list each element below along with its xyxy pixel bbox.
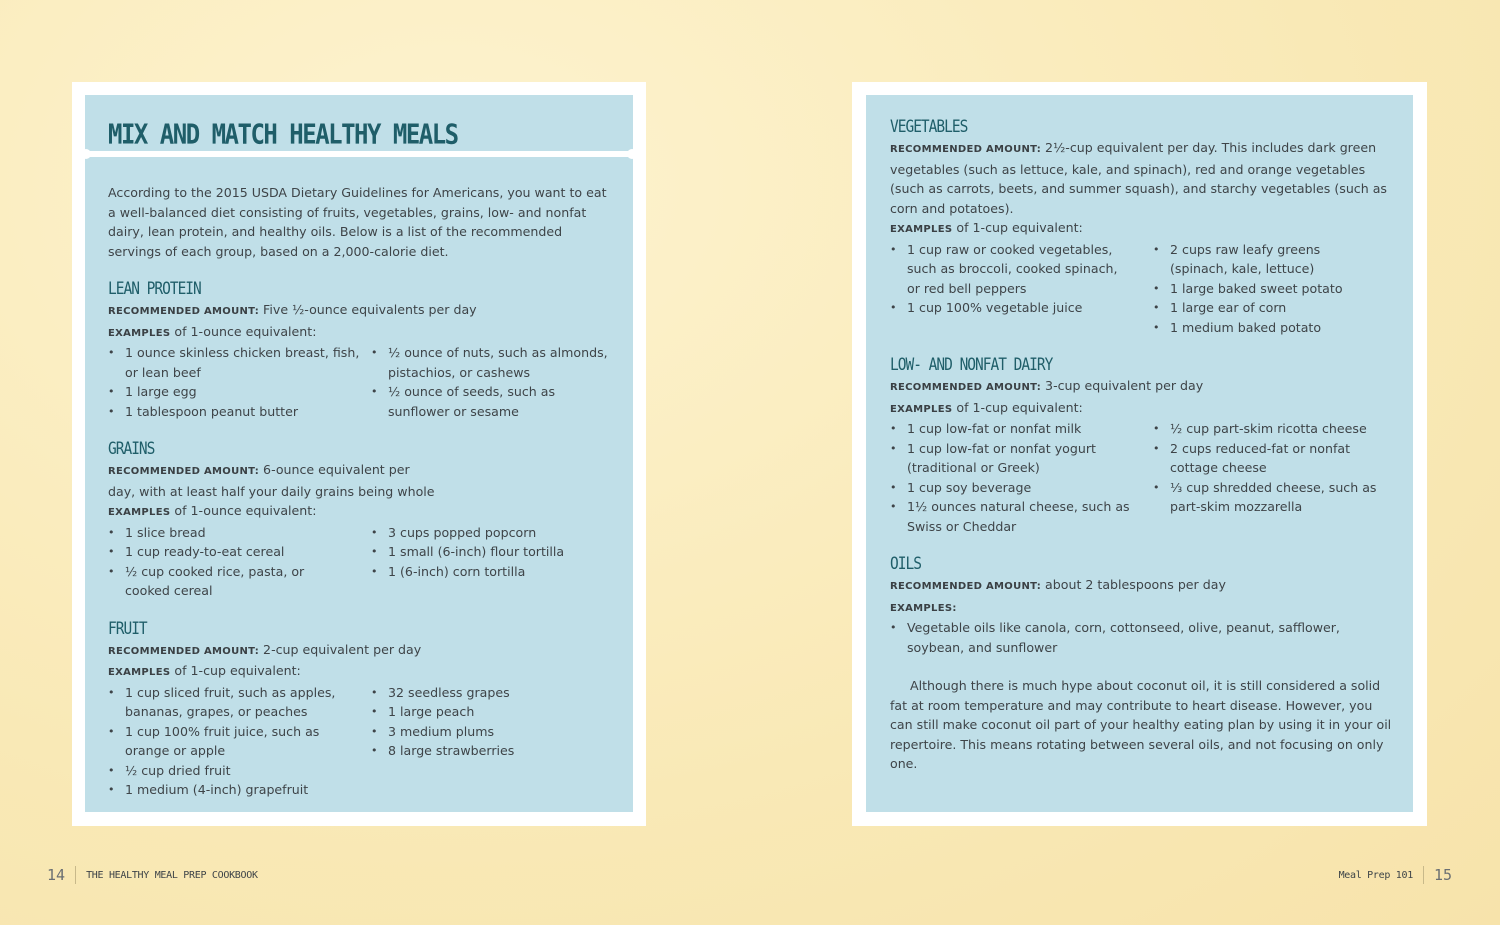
list-item: • 1 small (6-inch) flour tortilla (371, 542, 613, 562)
section-title: FRUIT (108, 619, 147, 639)
examples-line: EXAMPLES of 1-cup equivalent: (890, 220, 1083, 235)
list-item: • 1 large baked sweet potato (1153, 279, 1395, 299)
recommended-amount: RECOMMENDED AMOUNT: Five ½-ounce equivalents per day (108, 302, 477, 317)
list-item: • ½ ounce of seeds, such as sunflower or sesame (371, 382, 613, 421)
page-number: 14 (47, 866, 66, 884)
examples-line: EXAMPLES: (890, 602, 957, 614)
examples-list (890, 240, 1153, 338)
recommended-amount: RECOMMENDED AMOUNT: 6-ounce equivalent per day, with at least half your daily grains being whole (108, 462, 435, 499)
list-item: • 1 (6-inch) corn tortilla (371, 562, 613, 582)
examples-list (1153, 419, 1395, 536)
section-title: OILS (890, 555, 921, 574)
list-item: • 1 medium (4-inch) grapefruit (108, 780, 371, 800)
list-item: • 1 tablespoon peanut butter (108, 402, 371, 422)
list-item: • 1 cup low-fat or nonfat milk (890, 419, 1153, 439)
section-grains (108, 438, 613, 601)
list-item: • 1 large peach (371, 702, 613, 722)
footer-divider (75, 866, 76, 884)
examples-line: EXAMPLES of 1-cup equivalent: (890, 399, 1083, 415)
examples-list (1153, 240, 1395, 338)
chapter-title: Meal Prep 101 (1338, 869, 1413, 881)
list-item: • 3 medium plums (371, 722, 613, 742)
list-item: • ½ cup part-skim ricotta cheese (1153, 419, 1395, 439)
examples-list (890, 419, 1153, 536)
list-item: • 1 large egg (108, 382, 371, 402)
list-item: • 1 medium baked potato (1153, 318, 1395, 338)
left-page-content (108, 113, 613, 800)
footer-left (47, 866, 258, 884)
list-item: • 1 large ear of corn (1153, 298, 1395, 318)
coconut-oil-note: Although there is much hype about coconut oil, it is still considered a solid fat at room temperature and may contribute to heart disease. However, you can still make coconut oil part of your healthy eating plan by using it in your oil repertoire. This means rotating between several oils, and not focusing on only one. (890, 678, 1392, 771)
list-item: • 1 cup low-fat or nonfat yogurt (traditional or Greek) (890, 439, 1107, 478)
section-title: GRAINS (108, 440, 155, 459)
intro-paragraph: According to the 2015 USDA Dietary Guidelines for Americans, you want to eat a well-balanced diet consisting of fruits, vegetables, grains, low- and nonfat dairy, lean protein, and healthy oils. Below is a list of the recommended servings of each group, based on a 2,000-calorie diet. (108, 185, 607, 259)
recommended-amount: RECOMMENDED AMOUNT: 3-cup equivalent per day (890, 378, 1204, 393)
list-item: • 3 cups popped popcorn (371, 523, 613, 543)
list-item: • ⅓ cup shredded cheese, such as part-skim mozzarella (1153, 478, 1380, 517)
list-item: • 32 seedless grapes (371, 683, 613, 703)
list-item: • Vegetable oils like canola, corn, cottonseed, olive, peanut, safflower, soybean, and sunflower (890, 618, 1395, 657)
list-item: • 1 slice bread (108, 523, 371, 543)
list-item: • 1 cup soy beverage (890, 478, 1153, 498)
examples-list (890, 618, 1395, 657)
list-item: • 1 cup raw or cooked vegetables, such as broccoli, cooked spinach, or red bell peppers (890, 240, 1132, 299)
list-item: • 2 cups raw leafy greens (spinach, kale, lettuce) (1153, 240, 1380, 279)
footer-right (1339, 866, 1452, 884)
section-dairy (890, 354, 1395, 536)
examples-line: EXAMPLES of 1-ounce equivalent: (108, 503, 317, 518)
section-title: LOW- AND NONFAT DAIRY (890, 356, 1053, 375)
examples-list (108, 343, 371, 421)
examples-list (108, 523, 371, 601)
section-title: VEGETABLES (890, 118, 968, 137)
examples-line: EXAMPLES of 1-cup equivalent: (108, 663, 301, 678)
examples-list (108, 683, 371, 800)
list-item: • 1½ ounces natural cheese, such as Swiss or Cheddar (890, 497, 1132, 536)
footer-divider (1423, 866, 1424, 884)
list-item: • ½ cup cooked rice, pasta, or cooked cereal (108, 562, 315, 601)
examples-list (371, 523, 613, 601)
list-item: • 8 large strawberries (371, 741, 613, 761)
list-item: • ½ cup dried fruit (108, 761, 371, 781)
examples-list (371, 683, 613, 800)
list-item: • 2 cups reduced-fat or nonfat cottage cheese (1153, 439, 1365, 478)
examples-list (371, 343, 613, 421)
recommended-amount: RECOMMENDED AMOUNT: about 2 tablespoons per day (890, 577, 1226, 592)
list-item: • ½ ounce of nuts, such as almonds, pistachios, or cashews (371, 343, 613, 382)
section-lean-protein (108, 278, 613, 421)
list-item: • 1 ounce skinless chicken breast, fish, or lean beef (108, 343, 371, 382)
list-item: • 1 cup 100% fruit juice, such as orange or apple (108, 722, 325, 761)
section-vegetables (890, 116, 1395, 337)
recommended-amount: RECOMMENDED AMOUNT: 2½-cup equivalent per day. This includes dark green vegetables (such as lettuce, kale, and spinach), red and orange vegetables (such as carrots, beets, and summer squash), and starchy vegetables (such as corn and potatoes). (890, 140, 1387, 216)
page-number: 15 (1433, 866, 1452, 884)
page-title: MIX AND MATCH HEALTHY MEALS (108, 118, 458, 151)
list-item: • 1 cup 100% vegetable juice (890, 298, 1153, 318)
book-title: THE HEALTHY MEAL PREP COOKBOOK (86, 869, 258, 881)
examples-line: EXAMPLES of 1-ounce equivalent: (108, 323, 317, 339)
section-title: LEAN PROTEIN (108, 280, 201, 299)
section-oils (890, 553, 1395, 774)
list-item: • 1 cup ready-to-eat cereal (108, 542, 371, 562)
list-item: • 1 cup sliced fruit, such as apples, bananas, grapes, or peaches (108, 683, 340, 722)
section-fruit (108, 618, 613, 800)
right-page-content (890, 114, 1395, 774)
recommended-amount: RECOMMENDED AMOUNT: 2-cup equivalent per day (108, 641, 422, 657)
